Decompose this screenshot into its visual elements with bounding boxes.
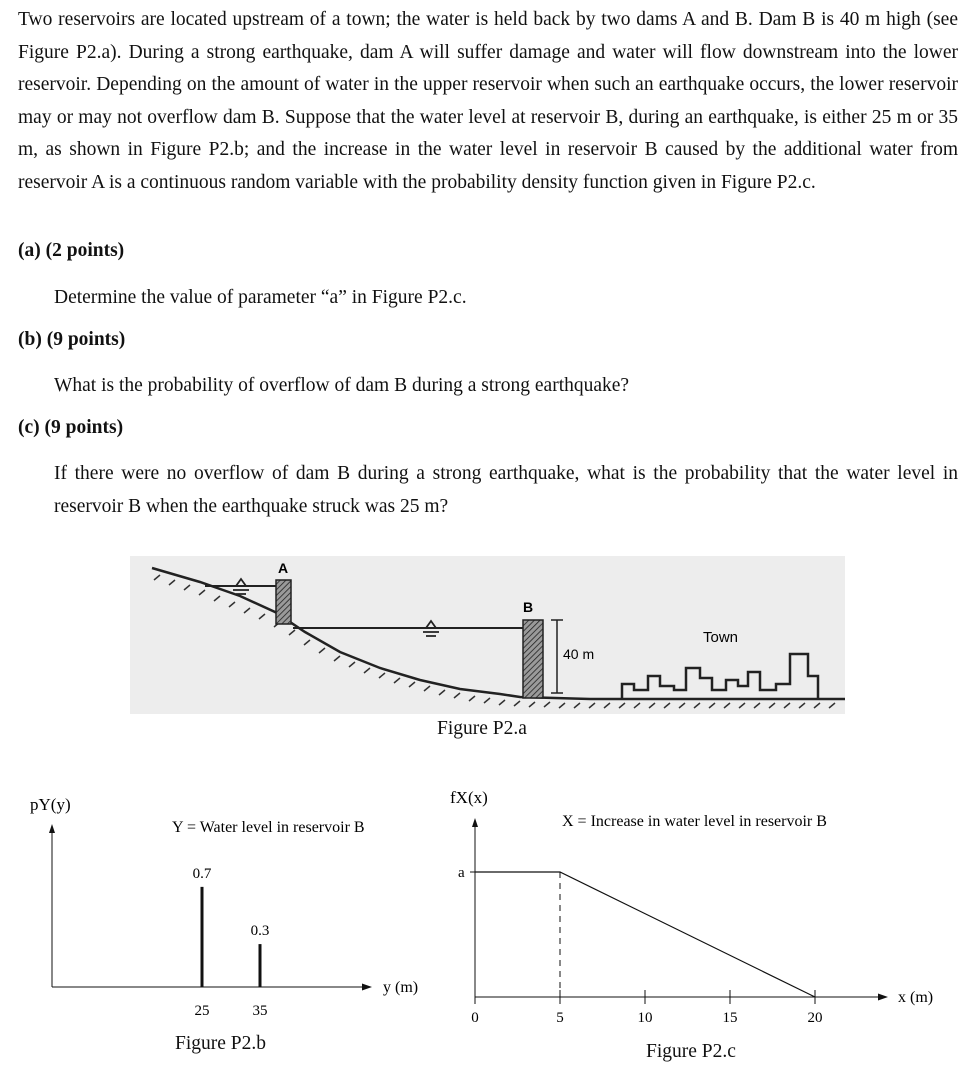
p2b-value-label: 0.7 <box>192 865 212 882</box>
p2c-y-axis-arrow <box>472 818 478 827</box>
p2c-x-tick-label: 20 <box>807 1010 823 1026</box>
p2c-density-line <box>475 872 815 997</box>
p2b-value-label: 0.3 <box>250 923 270 940</box>
p2b-tick-label: 25 <box>194 1003 210 1019</box>
part-c-label: (c) (9 points) <box>18 417 124 438</box>
part-c-question: If there were no overflow of dam B during a strong earthquake, what is the probability that the water level in reservoir B when the earthquake struck was 25 m? <box>54 463 958 517</box>
p2b-title: Y = Water level in reservoir B <box>172 819 365 836</box>
p2c-x-axis-label: x (m) <box>898 989 934 1006</box>
figure-p2b-caption: Figure P2.b <box>175 1033 267 1054</box>
p2c-x-tick-label: 10 <box>637 1010 653 1026</box>
town-label: Town <box>703 629 739 646</box>
part-a-question: Determine the value of parameter “a” in Figure P2.c. <box>54 287 467 308</box>
part-a-label: (a) (2 points) <box>18 240 125 261</box>
figure-p2a-caption: Figure P2.a <box>437 718 527 739</box>
p2c-y-axis-label: fX(x) <box>450 788 488 807</box>
p2b-tick-label: 35 <box>252 1003 268 1019</box>
p2c-x-tick-label: 15 <box>722 1010 738 1026</box>
height-label: 40 m <box>563 646 595 662</box>
part-b-label: (b) (9 points) <box>18 329 126 350</box>
p2b-x-axis-label: y (m) <box>383 979 419 996</box>
p2b-y-axis-label: pY(y) <box>30 795 71 814</box>
p2c-y-tick-label: a <box>458 865 465 881</box>
p2c-x-axis-arrow <box>878 994 888 1001</box>
problem-intro: Two reservoirs are located upstream of a town; the water is held back by two dams A and B. Dam B is 40 m high (see Figure P2.a). During a strong earthquake, dam A will suffer damage and water will flow downstream into the lower reservoir. Depending on the amount of water in the upper reservoir when such an earthquake occurs, the lower reservoir may or may not overflow dam B. Suppose that the water level at reservoir B, during an earthquake, is either 25 m or 35 m, as shown in Figure P2.b; and the increase in the water level in reservoir B caused by the additional water from reservoir A is a continuous random variable with the probability density function given in Figure P2.c. <box>18 9 958 193</box>
part-b-question: What is the probability of overflow of dam B during a strong earthquake? <box>54 375 630 396</box>
figure-p2c-caption: Figure P2.c <box>646 1041 736 1062</box>
p2c-x-tick-label: 0 <box>471 1010 479 1026</box>
dam-a-label: A <box>278 560 289 576</box>
p2c-x-tick-label: 5 <box>556 1010 564 1026</box>
dam-b-label: B <box>523 599 534 615</box>
p2c-title: X = Increase in water level in reservoir B <box>562 813 827 830</box>
